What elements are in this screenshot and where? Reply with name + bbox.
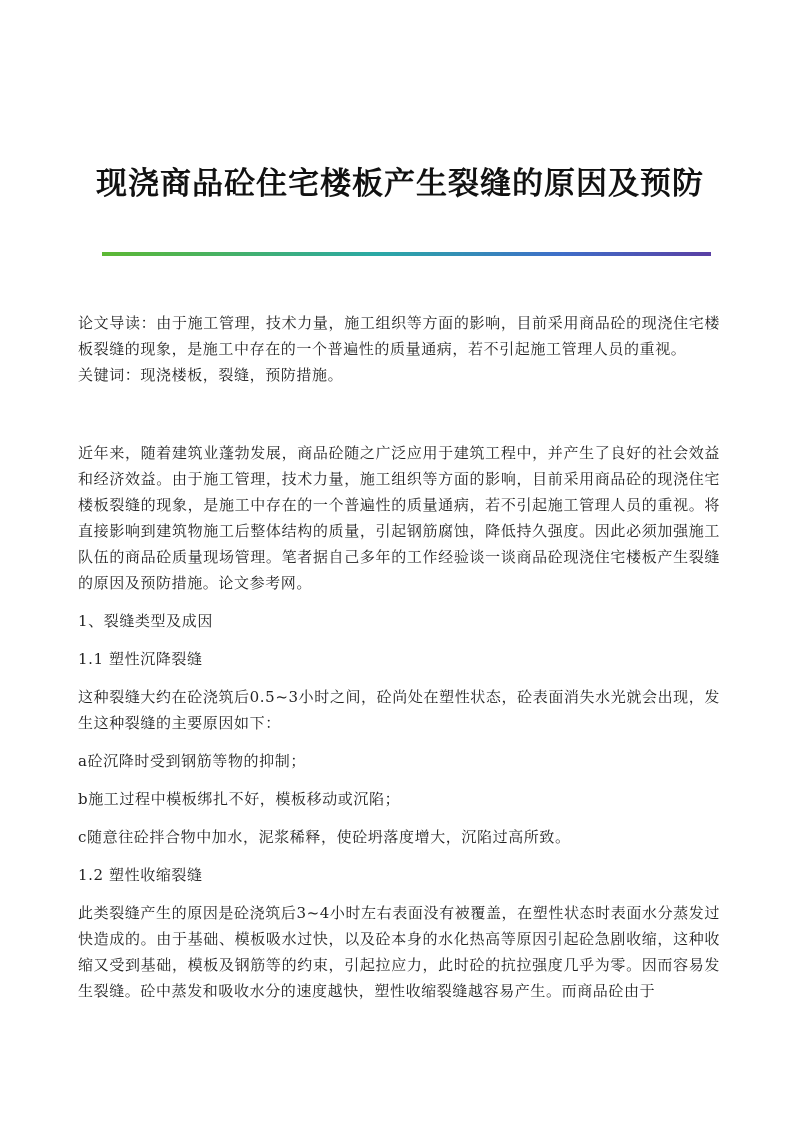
- title-divider: [102, 252, 711, 256]
- section-heading-1: 1、裂缝类型及成因: [78, 612, 213, 630]
- list-item-b: b施工过程中模板绑扎不好，模板移动或沉陷；: [78, 790, 401, 808]
- document-title: 现浇商品砼住宅楼板产生裂缝的原因及预防: [96, 166, 704, 202]
- document-body: [78, 310, 720, 1004]
- paragraph-1-1: 这种裂缝大约在砼浇筑后0.5~3小时之间，砼尚处在塑性状态，砼表面消失水光就会出现，发生这种裂缝的主要原因如下：: [78, 688, 720, 732]
- list-item-a: a砼沉降时受到钢筋等物的抑制；: [78, 752, 306, 770]
- abstract-lead: 论文导读：由于施工管理，技术力量，施工组织等方面的影响，目前采用商品砼的现浇住宅楼板裂缝的现象，是施工中存在的一个普遍性的质量通病，若不引起施工管理人员的重视。: [78, 314, 720, 358]
- keywords: 关键词：现浇楼板，裂缝，预防措施。: [78, 366, 344, 384]
- section-heading-1-1: 1.1 塑性沉降裂缝: [78, 650, 203, 668]
- paragraph-1-2: 此类裂缝产生的原因是砼浇筑后3~4小时左右表面没有被覆盖，在塑性状态时表面水分蒸发过快造成的。由于基础、模板吸水过快，以及砼本身的水化热高等原因引起砼急剧收缩，这种收缩又受到基础，模板及钢筋等的约束，引起拉应力，此时砼的抗拉强度几乎为零。因而容易发生裂缝。砼中蒸发和吸收水分的速度越快，塑性收缩裂缝越容易产生。而商品砼由于: [78, 904, 720, 1000]
- list-item-c: c随意往砼拌合物中加水，泥浆稀释，使砼坍落度增大，沉陷过高所致。: [78, 828, 571, 846]
- abstract-block: [78, 310, 720, 388]
- section-heading-1-2: 1.2 塑性收缩裂缝: [78, 866, 203, 884]
- intro-paragraph: 近年来，随着建筑业蓬勃发展，商品砼随之广泛应用于建筑工程中，并产生了良好的社会效益和经济效益。由于施工管理，技术力量，施工组织等方面的影响，目前采用商品砼的现浇住宅楼板裂缝的现象，是施工中存在的一个普遍性的质量通病，若不引起施工管理人员的重视。将直接影响到建筑物施工后整体结构的质量，引起钢筋腐蚀，降低持久强度。因此必须加强施工队伍的商品砼质量现场管理。笔者据自己多年的工作经验谈一谈商品砼现浇住宅楼板产生裂缝的原因及预防措施。论文参考网。: [78, 444, 720, 592]
